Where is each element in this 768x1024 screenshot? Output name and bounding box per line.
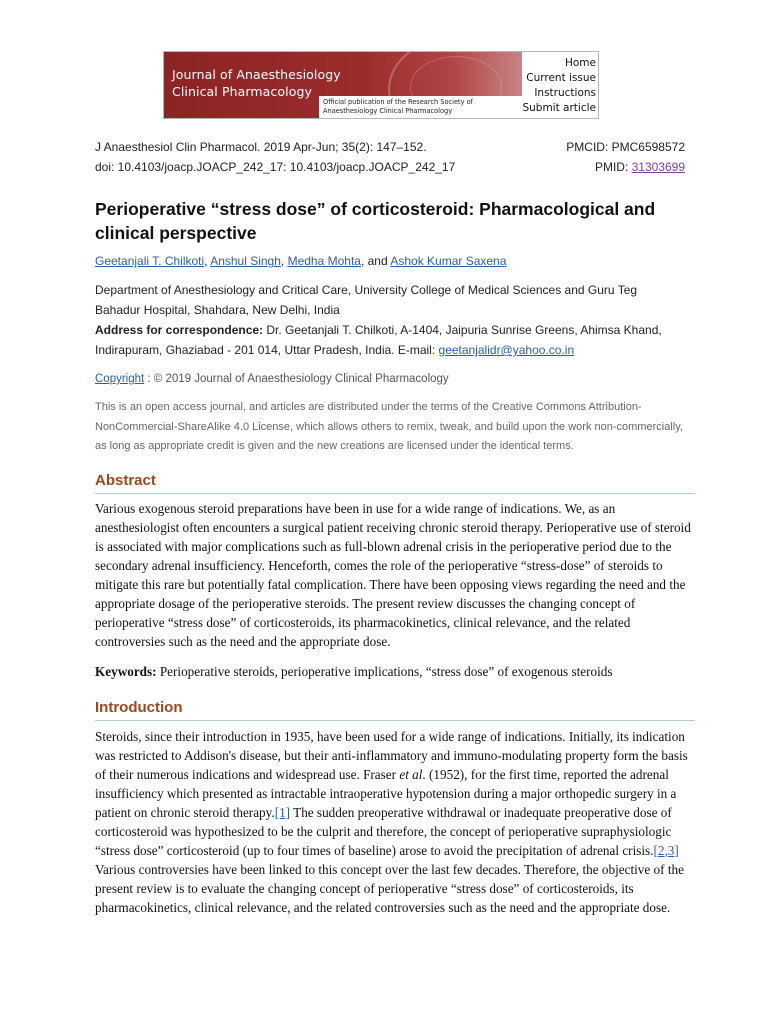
citation-meta xyxy=(95,137,685,177)
correspondence-text: Dr. Geetanjali T. Chilkoti, A-1404, Jaipuria Sunrise Greens, Ahimsa Khand, Indirapuram, Ghaziabad - 201 014, Uttar Pradesh, India. E-mail: xyxy=(95,323,662,357)
article-title: Perioperative “stress dose” of corticosteroid: Pharmacological and clinical perspective xyxy=(95,199,656,243)
affiliation: Department of Anesthesiology and Critical Care, University College of Medical Sciences and Guru Teg Bahadur Hospital, Shahdara, New Delhi, India xyxy=(95,283,638,317)
reference-link[interactable]: 2 xyxy=(657,843,665,858)
author-link[interactable]: Medha Mohta xyxy=(287,254,361,268)
copyright-notice xyxy=(95,370,685,388)
journal-banner xyxy=(163,51,599,119)
author-separator: , and xyxy=(360,254,391,268)
reference-bracket: [ xyxy=(653,843,658,858)
copyright-text: : © 2019 Journal of Anaesthesiology Clinical Pharmacology xyxy=(144,373,449,385)
keywords-label: Keywords: xyxy=(95,664,157,679)
keywords-text: Perioperative steroids, perioperative implications, “stress dose” of exogenous steroids xyxy=(156,664,613,679)
abstract-heading: Abstract xyxy=(95,472,695,494)
author-list xyxy=(95,253,685,269)
intro-text-segment: The sudden preoperative withdrawal or inadequate preoperative dose of corticosteroid was hypothesized to be the culprit and therefore, the concept of perioperative supraphysiologic “stress dose” corticosteroid (up to four times of baseline) arose to avoid the precipitation of adrenal crisis. xyxy=(95,805,672,858)
reference-bracket: ] xyxy=(674,843,679,858)
intro-text-segment: . (1952), for the first time, reported the adrenal insufficiency which presented as intractable intraoperative hypotension during a major orthopedic surgery in a patient on chronic steroid therapy. xyxy=(95,767,677,820)
nav-instructions-link[interactable]: Instructions xyxy=(534,86,596,99)
journal-subtitle-line1: Official publication of the Research Society of xyxy=(323,98,473,106)
journal-name-line2: Clinical Pharmacology xyxy=(172,84,312,99)
journal-name-line1: Journal of Anaesthesiology xyxy=(172,67,341,82)
correspondence-label: Address for correspondence: xyxy=(95,323,264,337)
author-link[interactable]: Ashok Kumar Saxena xyxy=(390,254,507,268)
keywords xyxy=(95,662,695,681)
abstract-text: Various exogenous steroid preparations have been in use for a wide range of indications. We, as an anesthesiologist often encounters a surgical patient receiving chronic steroid therapy. Perioperative use of steroid is associated with major complications such as full-blown adrenal crisis in the perioperative period due to the secondary adrenal insufficiency. Henceforth, comes the role of the perioperative “stress-dose” of steroids to mitigate this rare but potentially fatal complication. There have been opposing views regarding the need and the appropriate dosage of the perioperative steroids. The present review discusses the changing concept of perioperative “stress dose” of corticosteroids, its pharmacokinetics, clinical relevance, and the related controversies such as the need and the appropriate dose. xyxy=(95,501,691,649)
pmid-label: PMID: xyxy=(594,160,632,174)
nav-home-link[interactable]: Home xyxy=(564,56,596,69)
journal-logo[interactable] xyxy=(164,52,522,118)
intro-text-segment: Steroids, since their introduction in 1935, have been used for a wide range of indications. Initially, its indication was restricted to Addison's disease, but their anti-inflammatory and immuno-modulating property form the basis of their numerous indications and widespread use. Fraser xyxy=(95,729,688,782)
citation-text: J Anaesthesiol Clin Pharmacol. 2019 Apr-Jun; 35(2): 147–152. xyxy=(95,140,427,154)
journal-subtitle xyxy=(319,96,522,118)
author-link[interactable]: Anshul Singh xyxy=(210,254,281,268)
introduction-text xyxy=(95,727,695,917)
pmid xyxy=(595,157,685,177)
pmcid: PMCID: PMC6598572 xyxy=(566,140,685,154)
reference-link[interactable]: [1] xyxy=(274,805,291,820)
introduction-heading: Introduction xyxy=(95,699,695,721)
intro-text-italic: et al xyxy=(399,767,423,782)
author-separator: , xyxy=(280,254,288,268)
email-link[interactable]: geetanjalidr@yahoo.co.in xyxy=(438,343,575,357)
author-link[interactable]: Geetanjali T. Chilkoti xyxy=(95,254,205,268)
journal-nav xyxy=(522,52,598,118)
doi-text: doi: 10.4103/joacp.JOACP_242_17: 10.4103/joacp.JOACP_242_17 xyxy=(95,160,456,174)
journal-name xyxy=(172,66,341,100)
intro-text-segment: Various controversies have been linked to this concept over the last few decades. Therefore, the objective of the present review is to evaluate the changing concept of perioperative “stress dose” of corticosteroids, its pharmacokinetics, clinical relevance, and the related controversies such as the need and the appropriate dose. xyxy=(95,862,684,915)
reference-link[interactable]: 3 xyxy=(667,843,675,858)
license-notice: This is an open access journal, and articles are distributed under the terms of the Creative Commons Attribution-NonCommercial-ShareAlike 4.0 License, which allows others to remix, tweak, and build upon the work non-commercially, as long as appropriate credit is given and the new creations are licensed under the identical terms. xyxy=(95,401,683,452)
correspondence xyxy=(95,320,685,360)
author-separator: , xyxy=(204,254,211,268)
reference-separator: , xyxy=(664,843,668,858)
nav-current-issue-link[interactable]: Current issue xyxy=(526,71,596,84)
nav-submit-article-link[interactable]: Submit article xyxy=(522,101,596,114)
journal-subtitle-line2: Anaesthesiology Clinical Pharmacology xyxy=(323,107,453,115)
copyright-link[interactable]: Copyright xyxy=(95,373,145,385)
pmid-link[interactable]: 31303699 xyxy=(631,160,685,174)
